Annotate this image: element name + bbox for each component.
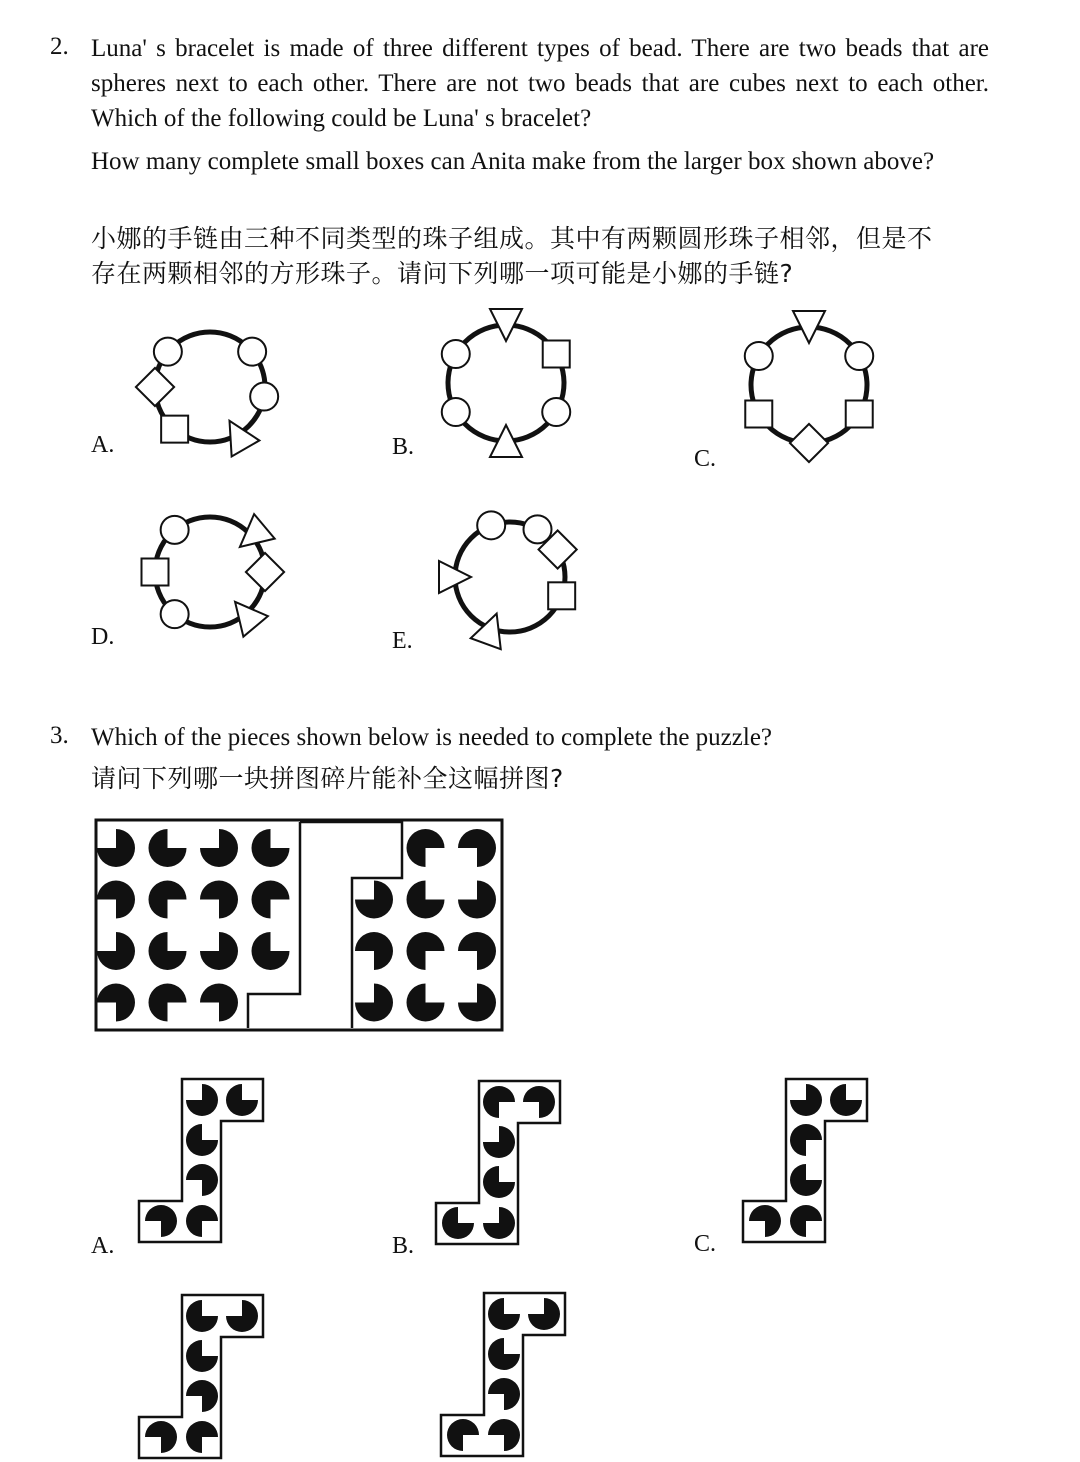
- square-bead: [246, 553, 284, 591]
- q3-option-a-piece[interactable]: [136, 1076, 268, 1248]
- circle-bead: [442, 340, 470, 368]
- square-bead: [745, 401, 772, 428]
- question-2-extra-text: How many complete small boxes can Anita make from the larger box shown above?: [91, 148, 935, 175]
- triangle-bead: [471, 608, 512, 649]
- q3-option-a-label[interactable]: A.: [91, 1233, 115, 1259]
- square-bead: [846, 401, 873, 428]
- circle-bead: [154, 338, 182, 366]
- q3-option-b-piece[interactable]: [433, 1078, 565, 1250]
- puzzle-board: [94, 818, 504, 1032]
- circle-bead: [745, 342, 773, 370]
- q2-option-b-label[interactable]: B.: [392, 434, 415, 460]
- q2-option-e-bracelet[interactable]: [430, 500, 590, 650]
- q2-option-d-bracelet[interactable]: [130, 500, 290, 645]
- triangle-bead: [223, 592, 268, 637]
- q3-option-b-label[interactable]: B.: [392, 1233, 415, 1259]
- q2-option-a-label[interactable]: A.: [91, 432, 115, 458]
- square-bead: [790, 424, 828, 462]
- circle-bead: [442, 398, 470, 426]
- q2-option-b-bracelet[interactable]: [432, 315, 582, 455]
- q2-option-d-label[interactable]: D.: [91, 624, 115, 650]
- q3-option-c-piece[interactable]: [740, 1076, 872, 1252]
- circle-bead: [238, 338, 266, 366]
- q3-option-c-label[interactable]: C.: [694, 1231, 717, 1257]
- question-2-number: 2.: [50, 33, 69, 60]
- square-bead: [543, 341, 570, 368]
- circle-bead: [524, 515, 552, 543]
- q2-option-a-bracelet[interactable]: [130, 315, 290, 455]
- question-3-number: 3.: [50, 722, 69, 749]
- triangle-bead: [230, 514, 275, 559]
- circle-bead: [250, 383, 278, 411]
- question-3-text: Which of the pieces shown below is needed to complete the puzzle?: [91, 724, 773, 751]
- square-bead: [142, 559, 169, 586]
- square-bead: [548, 582, 575, 609]
- question-2-chinese-line-2: 存在两颗相邻的方形珠子。请问下列哪一项可能是小娜的手链?: [91, 259, 794, 288]
- q3-option-e-piece[interactable]: [438, 1290, 583, 1460]
- circle-bead: [542, 398, 570, 426]
- question-3-chinese-text: 请问下列哪一块拼图碎片能补全这幅拼图?: [91, 764, 564, 793]
- square-bead: [161, 416, 188, 443]
- circle-bead: [845, 342, 873, 370]
- circle-bead: [161, 516, 189, 544]
- q2-option-c-label[interactable]: C.: [694, 446, 717, 472]
- q3-option-d-piece[interactable]: [136, 1292, 276, 1462]
- q2-option-c-bracelet[interactable]: [735, 315, 885, 460]
- q2-option-e-label[interactable]: E.: [392, 628, 413, 654]
- question-2-chinese-line-1: 小娜的手链由三种不同类型的珠子组成。其中有两颗圆形珠子相邻，但是不: [91, 224, 933, 253]
- square-bead: [136, 368, 174, 406]
- question-2-text: Luna' s bracelet is made of three different types of bead. There are two beads that are spheres next to each other. There are not two beads that are cubes next to each other. Which of the following could be Luna' s bracelet?: [91, 35, 989, 132]
- circle-bead: [477, 511, 505, 539]
- circle-bead: [161, 600, 189, 628]
